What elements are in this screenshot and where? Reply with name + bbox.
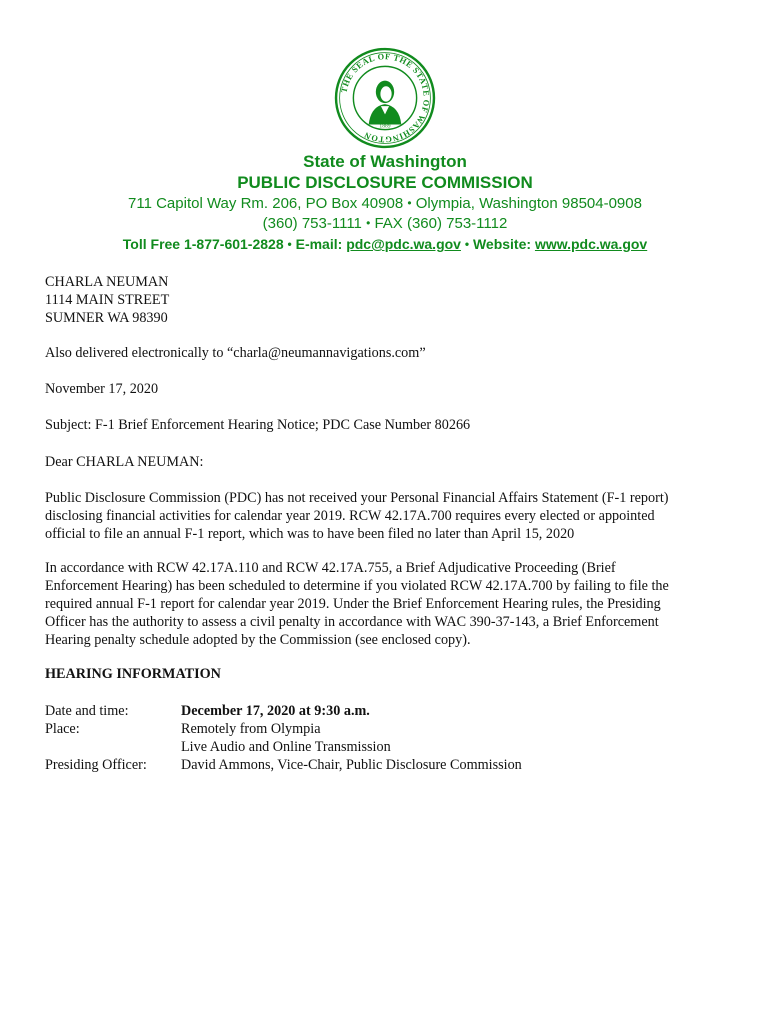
letter-date: November 17, 2020 — [45, 381, 159, 397]
recipient-address — [45, 273, 735, 327]
hearing-date-value: December 17, 2020 at 9:30 a.m. — [181, 703, 370, 719]
recipient-street: 1114 MAIN STREET — [45, 292, 170, 308]
recipient-name: CHARLA NEUMAN — [45, 274, 169, 290]
hearing-date-label: Date and time: — [45, 703, 129, 719]
letterhead-address — [0, 195, 770, 212]
website-link[interactable]: www.pdc.wa.gov — [534, 236, 648, 252]
hearing-officer-label: Presiding Officer: — [45, 757, 147, 773]
address-street: 711 Capitol Way Rm. 206, PO Box 40908 — [128, 195, 404, 212]
email-label: E-mail: — [295, 236, 343, 252]
hearing-details — [45, 702, 735, 774]
hearing-place-line: Remotely from Olympia — [181, 721, 321, 737]
email-link[interactable]: pdc@pdc.wa.gov — [346, 236, 461, 252]
letterhead-commission: PUBLIC DISCLOSURE COMMISSION — [237, 173, 533, 192]
hearing-heading: HEARING INFORMATION — [45, 666, 221, 682]
hearing-date-row — [45, 702, 735, 720]
subject-line: Subject: F-1 Brief Enforcement Hearing Notice; PDC Case Number 80266 — [45, 417, 471, 433]
separator-dot: • — [287, 237, 292, 251]
website-label: Website: — [472, 236, 532, 252]
hearing-place-label: Place: — [45, 721, 80, 737]
paragraph-line: required annual F-1 report for calendar year 2019. Under the Brief Enforcement Hearing rules, the Presiding — [45, 596, 661, 612]
separator-dot: • — [366, 216, 371, 230]
paragraph-line: Officer has the authority to assess a civil penalty in accordance with WAC 390-37-143, a Brief Enforcement — [45, 614, 659, 630]
letterhead-state: State of Washington — [303, 152, 467, 171]
toll-free: Toll Free 1-877-601-2828 — [122, 236, 284, 252]
hearing-place-line: Live Audio and Online Transmission — [181, 739, 391, 755]
paragraph-line: In accordance with RCW 42.17A.110 and RCW 42.17A.755, a Brief Adjudicative Proceeding (Brief — [45, 560, 616, 576]
paragraph-line: disclosing financial activities for calendar year 2019. RCW 42.17A.700 requires every elected or appointed — [45, 508, 655, 524]
salutation: Dear CHARLA NEUMAN: — [45, 454, 204, 470]
svg-text:1889: 1889 — [379, 123, 391, 130]
paragraph-report-requirement — [45, 489, 735, 543]
hearing-officer-value: David Ammons, Vice-Chair, Public Disclosure Commission — [181, 757, 522, 773]
paragraph-line: Enforcement Hearing) has been scheduled to determine if you violated RCW 42.17A.700 by failing to file the — [45, 578, 669, 594]
washington-state-seal-icon — [334, 47, 436, 149]
letterhead-contact — [0, 236, 770, 252]
fax-number: FAX (360) 753-1112 — [374, 215, 508, 232]
separator-dot: • — [407, 196, 412, 210]
paragraph-hearing-scheduled — [45, 559, 735, 649]
paragraph-line: Public Disclosure Commission (PDC) has not received your Personal Financial Affairs Statement (F-1 report) — [45, 490, 669, 506]
hearing-place-row — [45, 720, 735, 756]
paragraph-line: official to file an annual F-1 report, which was to have been filed no later than April 15, 2020 — [45, 526, 575, 542]
svg-text:THE SEAL OF THE STATE OF WASHI: THE SEAL OF THE STATE OF WASHINGTON — [339, 52, 431, 144]
letterhead-phone — [0, 215, 770, 232]
hearing-officer-row — [45, 756, 735, 774]
separator-dot: • — [464, 237, 470, 251]
delivery-note: Also delivered electronically to “charla@neumannavigations.com” — [45, 345, 426, 361]
address-city: Olympia, Washington 98504-0908 — [415, 195, 642, 212]
paragraph-line: Hearing penalty schedule adopted by the Commission (see enclosed copy). — [45, 632, 471, 648]
seal-graphic — [334, 47, 436, 149]
phone-number: (360) 753-1111 — [262, 215, 362, 232]
hearing-place-value — [181, 720, 735, 756]
recipient-city: SUMNER WA 98390 — [45, 310, 168, 326]
